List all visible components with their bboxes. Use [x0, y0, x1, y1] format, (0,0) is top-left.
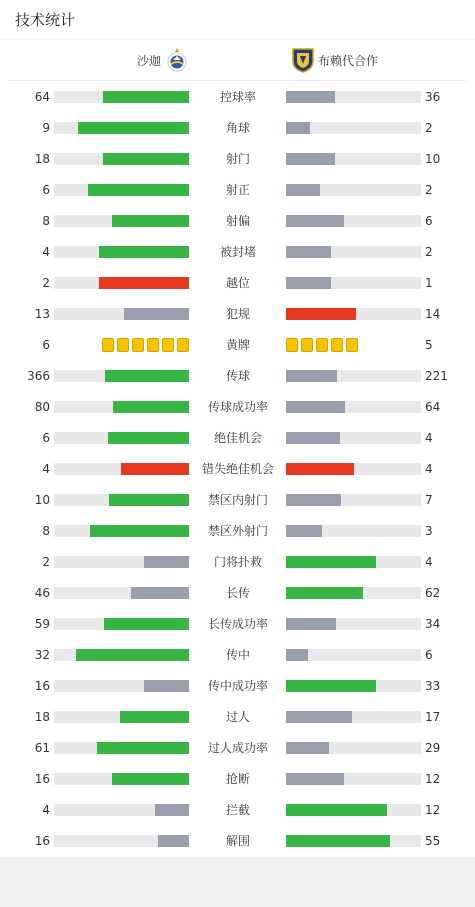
home-stat-value: 18 — [34, 710, 50, 724]
home-stat-bar — [112, 215, 189, 227]
home-stat-value: 18 — [34, 152, 50, 166]
away-stat-value: 4 — [425, 431, 433, 445]
home-stat-value: 4 — [42, 462, 50, 476]
away-stat-value: 34 — [425, 617, 441, 631]
home-stat-value: 4 — [42, 245, 50, 259]
stat-label: 射门 — [225, 152, 250, 166]
away-stat-bar-track — [286, 122, 421, 134]
away-stat-bar — [286, 215, 344, 227]
stat-label: 错失绝佳机会 — [201, 462, 274, 476]
home-stat-bar-track — [54, 649, 189, 661]
away-stat-value: 6 — [425, 648, 433, 662]
stat-label: 传球成功率 — [207, 400, 268, 414]
home-stat-bar — [109, 494, 189, 506]
away-stat-bar — [286, 804, 387, 816]
yellow-card-icon — [301, 338, 313, 352]
stat-row — [0, 453, 475, 484]
stat-label: 越位 — [225, 276, 250, 290]
stat-row — [0, 701, 475, 732]
stat-label: 拦截 — [225, 803, 250, 817]
away-stat-bar — [286, 649, 308, 661]
home-stat-bar — [121, 463, 189, 475]
away-stat-bar-track — [286, 401, 421, 413]
away-stat-bar-track — [286, 277, 421, 289]
stat-label: 射正 — [225, 183, 250, 197]
away-stat-bar — [286, 494, 341, 506]
home-stat-bar — [144, 556, 189, 568]
away-stat-bar-track — [286, 153, 421, 165]
home-stat-bar — [104, 618, 189, 630]
stat-row — [0, 484, 475, 515]
away-stat-bar-track — [286, 463, 421, 475]
stat-row — [0, 236, 475, 267]
home-stat-value: 8 — [42, 524, 50, 538]
home-stat-value: 46 — [34, 586, 50, 600]
away-stat-value: 36 — [425, 90, 441, 104]
home-stat-value: 80 — [34, 400, 50, 414]
away-stat-bar — [286, 773, 344, 785]
away-stat-bar — [286, 401, 345, 413]
home-stat-value: 16 — [34, 834, 50, 848]
home-stat-bar — [124, 308, 189, 320]
away-stat-bar — [286, 618, 336, 630]
away-stat-bar — [286, 184, 320, 196]
stat-row — [0, 391, 475, 422]
stat-label: 长传 — [225, 586, 250, 600]
yellow-card-icon — [162, 338, 174, 352]
stats-list — [0, 81, 475, 856]
away-stat-bar-track — [286, 215, 421, 227]
home-stat-value: 16 — [34, 772, 50, 786]
away-stat-value: 2 — [425, 121, 433, 135]
away-stat-bar-track — [286, 525, 421, 537]
home-stat-value: 13 — [34, 307, 50, 321]
stat-row — [0, 329, 475, 360]
home-stat-value: 61 — [34, 741, 50, 755]
stat-row — [0, 267, 475, 298]
away-stat-bar-track — [286, 184, 421, 196]
stat-label: 禁区内射门 — [207, 493, 268, 507]
home-stat-bar — [99, 246, 189, 258]
away-stat-bar — [286, 556, 376, 568]
home-stat-value: 4 — [42, 803, 50, 817]
home-stat-bar — [97, 742, 189, 754]
home-stat-bar-track — [54, 525, 189, 537]
home-stat-bar-track — [54, 308, 189, 320]
away-stat-value: 17 — [425, 710, 441, 724]
home-stat-value: 64 — [34, 90, 50, 104]
away-stat-bar-track — [286, 556, 421, 568]
team-header — [9, 40, 466, 81]
away-stat-value: 10 — [425, 152, 441, 166]
stat-label: 传球 — [225, 369, 250, 383]
away-team[interactable] — [292, 47, 378, 73]
away-stat-value: 12 — [425, 803, 441, 817]
stat-label: 被封堵 — [219, 245, 256, 259]
home-stat-value: 6 — [42, 338, 50, 352]
home-stat-bar-track — [54, 370, 189, 382]
stat-row — [0, 515, 475, 546]
home-stat-bar — [113, 401, 189, 413]
away-team-crest-icon — [292, 47, 314, 73]
away-stat-bar — [286, 432, 340, 444]
stat-row — [0, 112, 475, 143]
away-team-name: 布赖代合作 — [318, 53, 379, 68]
stat-row — [0, 546, 475, 577]
away-stat-value: 64 — [425, 400, 441, 414]
home-stat-bar — [78, 122, 189, 134]
away-stat-value: 5 — [425, 338, 433, 352]
stat-label: 控球率 — [219, 90, 256, 104]
stat-row — [0, 577, 475, 608]
away-stat-bar — [286, 91, 335, 103]
stat-row — [0, 174, 475, 205]
stat-row — [0, 143, 475, 174]
home-stat-bar-track — [54, 277, 189, 289]
stat-label: 犯规 — [225, 307, 250, 321]
home-stat-bar — [105, 370, 189, 382]
home-stat-bar-track — [54, 432, 189, 444]
away-stat-value: 12 — [425, 772, 441, 786]
stat-row — [0, 608, 475, 639]
away-stat-bar — [286, 370, 337, 382]
stat-label: 绝佳机会 — [213, 431, 262, 445]
stat-label: 传中成功率 — [207, 679, 268, 693]
home-stat-bar — [155, 804, 189, 816]
away-stat-bar-track — [286, 804, 421, 816]
home-stat-bar-track — [54, 680, 189, 692]
yellow-card-icon — [346, 338, 358, 352]
home-stat-bar-track — [54, 494, 189, 506]
stat-row — [0, 670, 475, 701]
away-stat-bar-track — [286, 308, 421, 320]
home-stat-bar-track — [54, 556, 189, 568]
stat-label: 过人成功率 — [207, 741, 268, 755]
stat-row — [0, 360, 475, 391]
stat-label: 角球 — [225, 121, 250, 135]
away-stat-bar — [286, 525, 322, 537]
home-stat-bar-track — [54, 711, 189, 723]
stat-label: 抢断 — [225, 772, 250, 786]
stat-row — [0, 763, 475, 794]
stat-row — [0, 205, 475, 236]
page-title: 技术统计 — [0, 0, 475, 40]
home-stat-bar — [112, 773, 189, 785]
away-stat-bar — [286, 308, 356, 320]
home-stat-bar-track — [54, 587, 189, 599]
home-stat-bar — [103, 153, 189, 165]
yellow-card-icon — [132, 338, 144, 352]
away-stat-value: 6 — [425, 214, 433, 228]
home-stat-bar — [76, 649, 189, 661]
away-stat-value: 33 — [425, 679, 441, 693]
home-stat-bar — [144, 680, 189, 692]
home-stat-bar-track — [54, 184, 189, 196]
home-stat-bar-track — [54, 835, 189, 847]
stat-row — [0, 422, 475, 453]
yellow-card-icon — [286, 338, 298, 352]
home-team[interactable] — [137, 48, 188, 72]
stat-row — [0, 732, 475, 763]
home-stat-value: 2 — [42, 555, 50, 569]
home-stat-bar-track — [54, 401, 189, 413]
stat-row — [0, 81, 475, 112]
stat-row — [0, 639, 475, 670]
away-stat-bar-track — [286, 680, 421, 692]
away-stat-bar-track — [286, 618, 421, 630]
stat-label: 门将扑救 — [213, 555, 262, 569]
away-stat-bar-track — [286, 835, 421, 847]
stat-label: 禁区外射门 — [207, 524, 268, 538]
away-stat-bar-track — [286, 494, 421, 506]
stat-label: 传中 — [225, 648, 250, 662]
home-stat-bar — [120, 711, 189, 723]
stat-label: 长传成功率 — [207, 617, 268, 631]
home-stat-bar — [158, 835, 189, 847]
yellow-card-icon — [147, 338, 159, 352]
home-stat-value: 2 — [42, 276, 50, 290]
stat-label: 射偏 — [225, 214, 250, 228]
away-stat-bar — [286, 835, 390, 847]
away-stat-bar — [286, 680, 376, 692]
away-stat-bar-track — [286, 246, 421, 258]
away-stat-bar-track — [286, 649, 421, 661]
home-stat-value: 10 — [34, 493, 50, 507]
away-stat-bar-track — [286, 587, 421, 599]
yellow-card-icon — [331, 338, 343, 352]
away-yellow-cards — [286, 338, 358, 352]
home-stat-value: 32 — [34, 648, 50, 662]
away-stat-bar-track — [286, 91, 421, 103]
home-stat-bar-track — [54, 153, 189, 165]
away-stat-value: 55 — [425, 834, 441, 848]
home-stat-value: 6 — [42, 431, 50, 445]
home-stat-value: 16 — [34, 679, 50, 693]
home-stat-bar-track — [54, 122, 189, 134]
stat-row — [0, 825, 475, 856]
yellow-card-icon — [102, 338, 114, 352]
away-stat-value: 221 — [425, 369, 448, 383]
away-stat-bar-track — [286, 742, 421, 754]
stat-label: 解围 — [225, 834, 250, 848]
home-stat-value: 9 — [42, 121, 50, 135]
away-stat-value: 14 — [425, 307, 441, 321]
home-stat-bar — [99, 277, 189, 289]
away-stat-bar — [286, 587, 363, 599]
away-stat-bar — [286, 711, 352, 723]
away-stat-value: 3 — [425, 524, 433, 538]
home-stat-bar-track — [54, 91, 189, 103]
away-stat-bar-track — [286, 370, 421, 382]
home-team-crest-icon — [166, 47, 188, 73]
away-stat-bar — [286, 153, 335, 165]
stat-label: 黄牌 — [225, 338, 250, 352]
home-stat-value: 59 — [34, 617, 50, 631]
home-team-name: 沙迦 — [136, 53, 161, 68]
stat-row — [0, 298, 475, 329]
yellow-card-icon — [177, 338, 189, 352]
away-stat-value: 2 — [425, 245, 433, 259]
away-stat-bar — [286, 463, 354, 475]
away-stat-bar-track — [286, 432, 421, 444]
home-stat-bar-track — [54, 618, 189, 630]
home-stat-bar-track — [54, 804, 189, 816]
away-stat-value: 1 — [425, 276, 433, 290]
home-stat-bar-track — [54, 246, 189, 258]
away-stat-bar — [286, 246, 331, 258]
home-stat-bar-track — [54, 773, 189, 785]
home-stat-bar-track — [54, 742, 189, 754]
yellow-card-icon — [316, 338, 328, 352]
away-stat-bar — [286, 122, 310, 134]
stat-label: 过人 — [225, 710, 250, 724]
away-stat-value: 62 — [425, 586, 441, 600]
home-stat-value: 6 — [42, 183, 50, 197]
away-stat-bar-track — [286, 711, 421, 723]
home-stat-bar-track — [54, 215, 189, 227]
home-stat-value: 366 — [27, 369, 50, 383]
away-stat-value: 2 — [425, 183, 433, 197]
away-stat-value: 7 — [425, 493, 433, 507]
home-stat-bar — [88, 184, 189, 196]
home-yellow-cards — [102, 338, 189, 352]
away-stat-value: 4 — [425, 462, 433, 476]
away-stat-bar — [286, 742, 329, 754]
yellow-card-icon — [117, 338, 129, 352]
stat-row — [0, 794, 475, 825]
home-stat-bar — [90, 525, 189, 537]
home-stat-bar — [108, 432, 189, 444]
home-stat-bar — [103, 91, 189, 103]
home-stat-value: 8 — [42, 214, 50, 228]
home-stat-bar — [131, 587, 189, 599]
away-stat-bar — [286, 277, 331, 289]
away-stat-bar-track — [286, 773, 421, 785]
home-stat-bar-track — [54, 463, 189, 475]
away-stat-value: 29 — [425, 741, 441, 755]
away-stat-value: 4 — [425, 555, 433, 569]
